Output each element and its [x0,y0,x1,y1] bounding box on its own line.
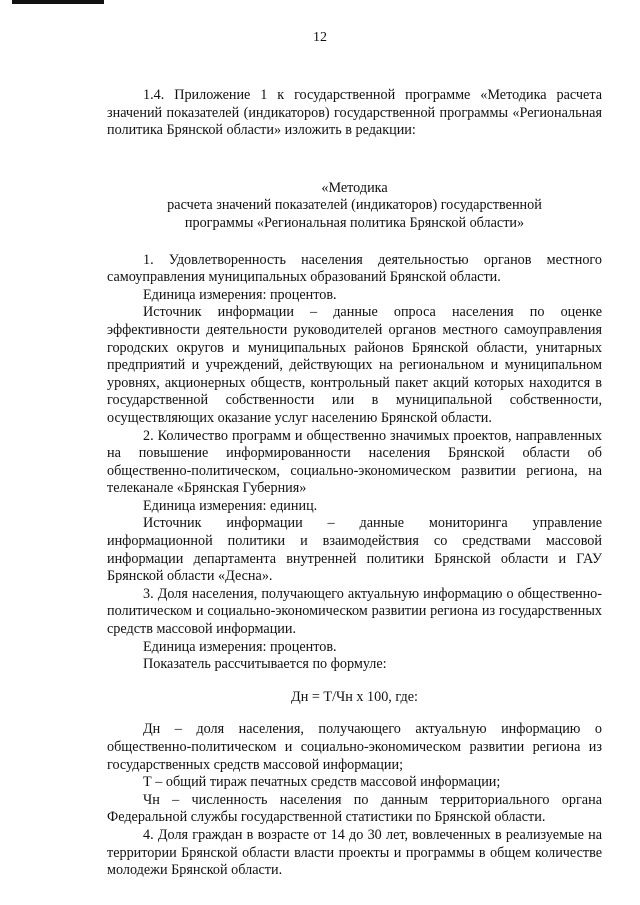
item-1-source: Источник информации – данные опроса населения по оценке эффективности деятельности руководителей органов местного самоуправления городских округов и муниципальных районов Брянской области, унитарных предприятий и учреждений, действующих на региональном и муниципальном уровнях, акционерных обществ, контрольный пакет акций которых находится в государственной собственности или в муниципальной собственности, осуществляющих оказание услуг населению Брянской области. [107,304,602,426]
definition-t: Т – общий тираж печатных средств массовой информации; [143,774,501,791]
item-3-unit: Единица измерения: процентов. [143,638,337,655]
title-line-2: расчета значений показателей (индикаторов) государственной [167,197,542,214]
item-3-heading: 3. Доля населения, получающего актуальную информацию о общественно-политическом и социально-экономическом развитии региона из государственных средств массовой информации. [107,585,602,638]
intro-paragraph: 1.4. Приложение 1 к государственной программе «Методика расчета значений показателей (индикаторов) государственной программы «Региональная политика Брянской области» изложить в редакции: [107,87,602,139]
title-line-3: программы «Региональная политика Брянской области» [184,214,525,231]
item-2-heading: 2. Количество программ и общественно значимых проектов, направленных на повышение информированности населения Брянской области об общественно-политическом, социально-экономическом развитии региона, на телеканале «Брянская Губерния» [107,427,602,497]
item-1-heading: 1. Удовлетворенность населения деятельностью органов местного самоуправления муниципальных образований Брянской области. [107,251,602,286]
page-number: 12 [313,30,327,45]
document-body [107,87,602,880]
methodology-title [107,180,602,233]
item-4-heading: 4. Доля граждан в возрасте от 14 до 30 лет, вовлеченных в реализуемые на территории Брянской области власти проекты и программы в общем количестве молодежи Брянской области. [107,826,602,879]
item-2-unit: Единица измерения: единиц. [143,497,318,514]
definition-chn: Чн – численность населения по данным территориального органа Федеральной службы государственной статистики по Брянской области. [107,791,602,826]
title-line-1: «Методика [321,179,388,196]
item-2-source: Источник информации – данные мониторинга управление информационной политики и взаимодействия со средствами массовой информации департамента внутренней политики Брянской области и ГАУ Брянской области «Десна». [107,515,602,585]
formula: Дн = Т/Чн х 100, где: [291,688,418,705]
definition-dn: Дн – доля населения, получающего актуальную информацию о общественно-политическом и социально-экономическом развитии региона из государственных средств массовой информации; [107,721,602,773]
scan-edge-mark [12,0,104,4]
item-3-formula-intro: Показатель рассчитывается по формуле: [143,656,387,673]
item-1-unit: Единица измерения: процентов. [143,286,337,303]
